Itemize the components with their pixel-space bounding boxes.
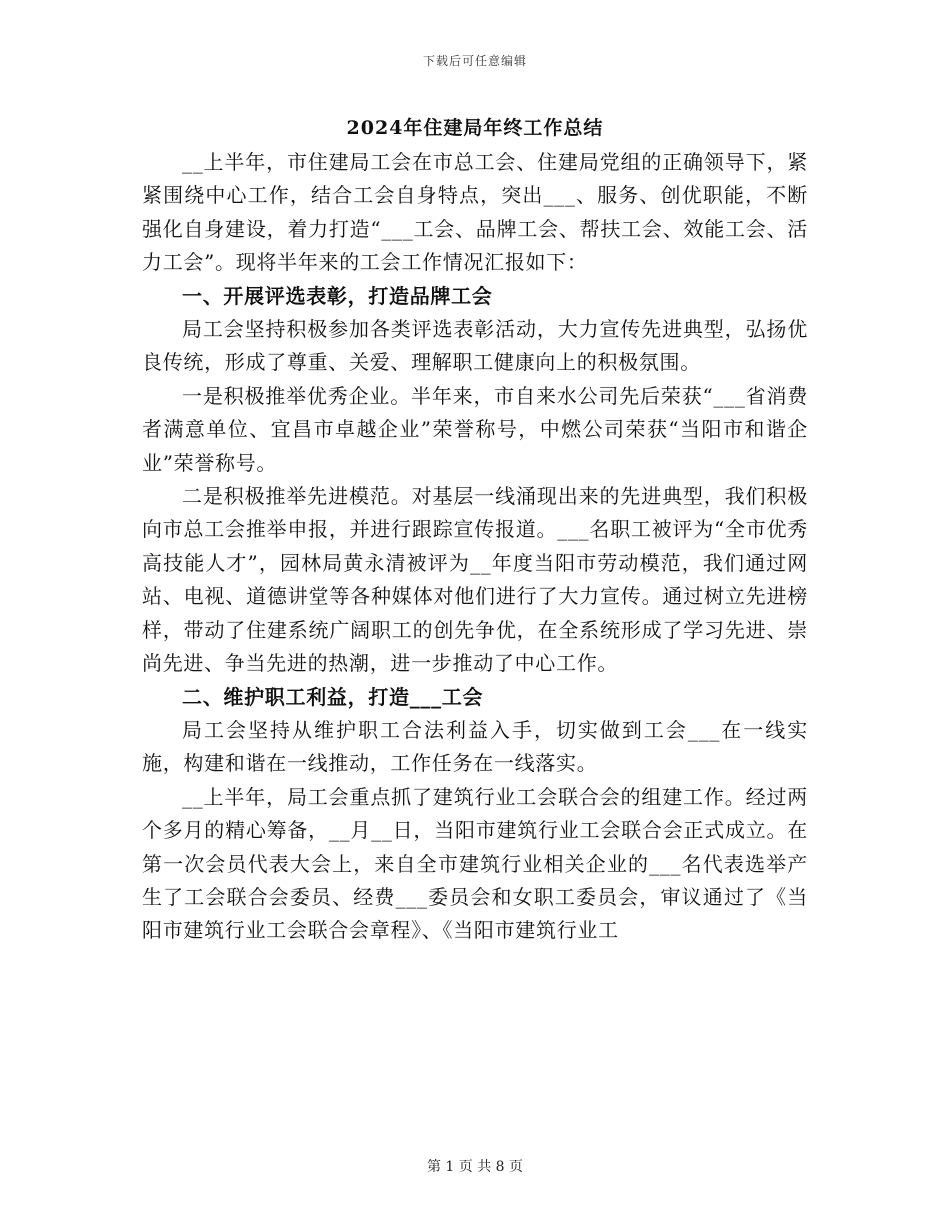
body-paragraph: __上半年，局工会重点抓了建筑行业工会联合会的组建工作。经过两个多月的精心筹备，__月__日，当阳市建筑行业工会联合会正式成立。在第一次会员代表大会上，来自全市建筑行业相关企业的___名代表选举产生了工会联合会委员、经费___委员会和女职工委员会，审议通过了《当阳市建筑行业工会联合会章程》、《当阳市建筑行业工: [142, 784, 808, 943]
body-paragraph: 一是积极推举优秀企业。半年来，市自来水公司先后荣获“___省消费者满意单位、宜昌市卓越企业”荣誉称号，中燃公司荣获“当阳市和谐企业”荣誉称号。: [142, 383, 808, 475]
document-title: 2024年住建局年终工作总结: [346, 117, 604, 139]
section-heading-2: 二、维护职工利益，打造___工会: [182, 684, 484, 709]
body-paragraph: 局工会坚持从维护职工合法利益入手，切实做到工会___在一线实施，构建和谐在一线推动，工作任务在一线落实。: [142, 717, 808, 776]
page-number: 第 1 页 共 8 页: [426, 1159, 524, 1175]
document-body: [142, 146, 808, 948]
body-paragraph: 二是积极推举先进模范。对基层一线涌现出来的先进典型，我们积极向市总工会推举申报，并进行跟踪宣传报道。___名职工被评为“全市优秀高技能人才”，园林局黄永清被评为__年度当阳市劳动模范，我们通过网站、电视、道德讲堂等各种媒体对他们进行了大力宣传。通过树立先进榜样，带动了住建系统广阔职工的创先争优，在全系统形成了学习先进、崇尚先进、争当先进的热潮，进一步推动了中心工作。: [142, 484, 808, 676]
page-header-note: 下载后可任意编辑: [422, 54, 527, 68]
body-paragraph: 局工会坚持积极参加各类评选表彰活动，大力宣传先进典型，弘扬优良传统，形成了尊重、关爱、理解职工健康向上的积极氛围。: [142, 317, 808, 375]
section-heading-1: 一、开展评选表彰，打造品牌工会: [182, 283, 493, 308]
intro-paragraph: __上半年，市住建局工会在市总工会、住建局党组的正确领导下，紧紧围绕中心工作，结合工会自身特点，突出___、服务、创优职能，不断强化自身建设，着力打造“___工会、品牌工会、帮扶工会、效能工会、活力工会”。现将半年来的工会工作情况汇报如下：: [142, 150, 808, 275]
